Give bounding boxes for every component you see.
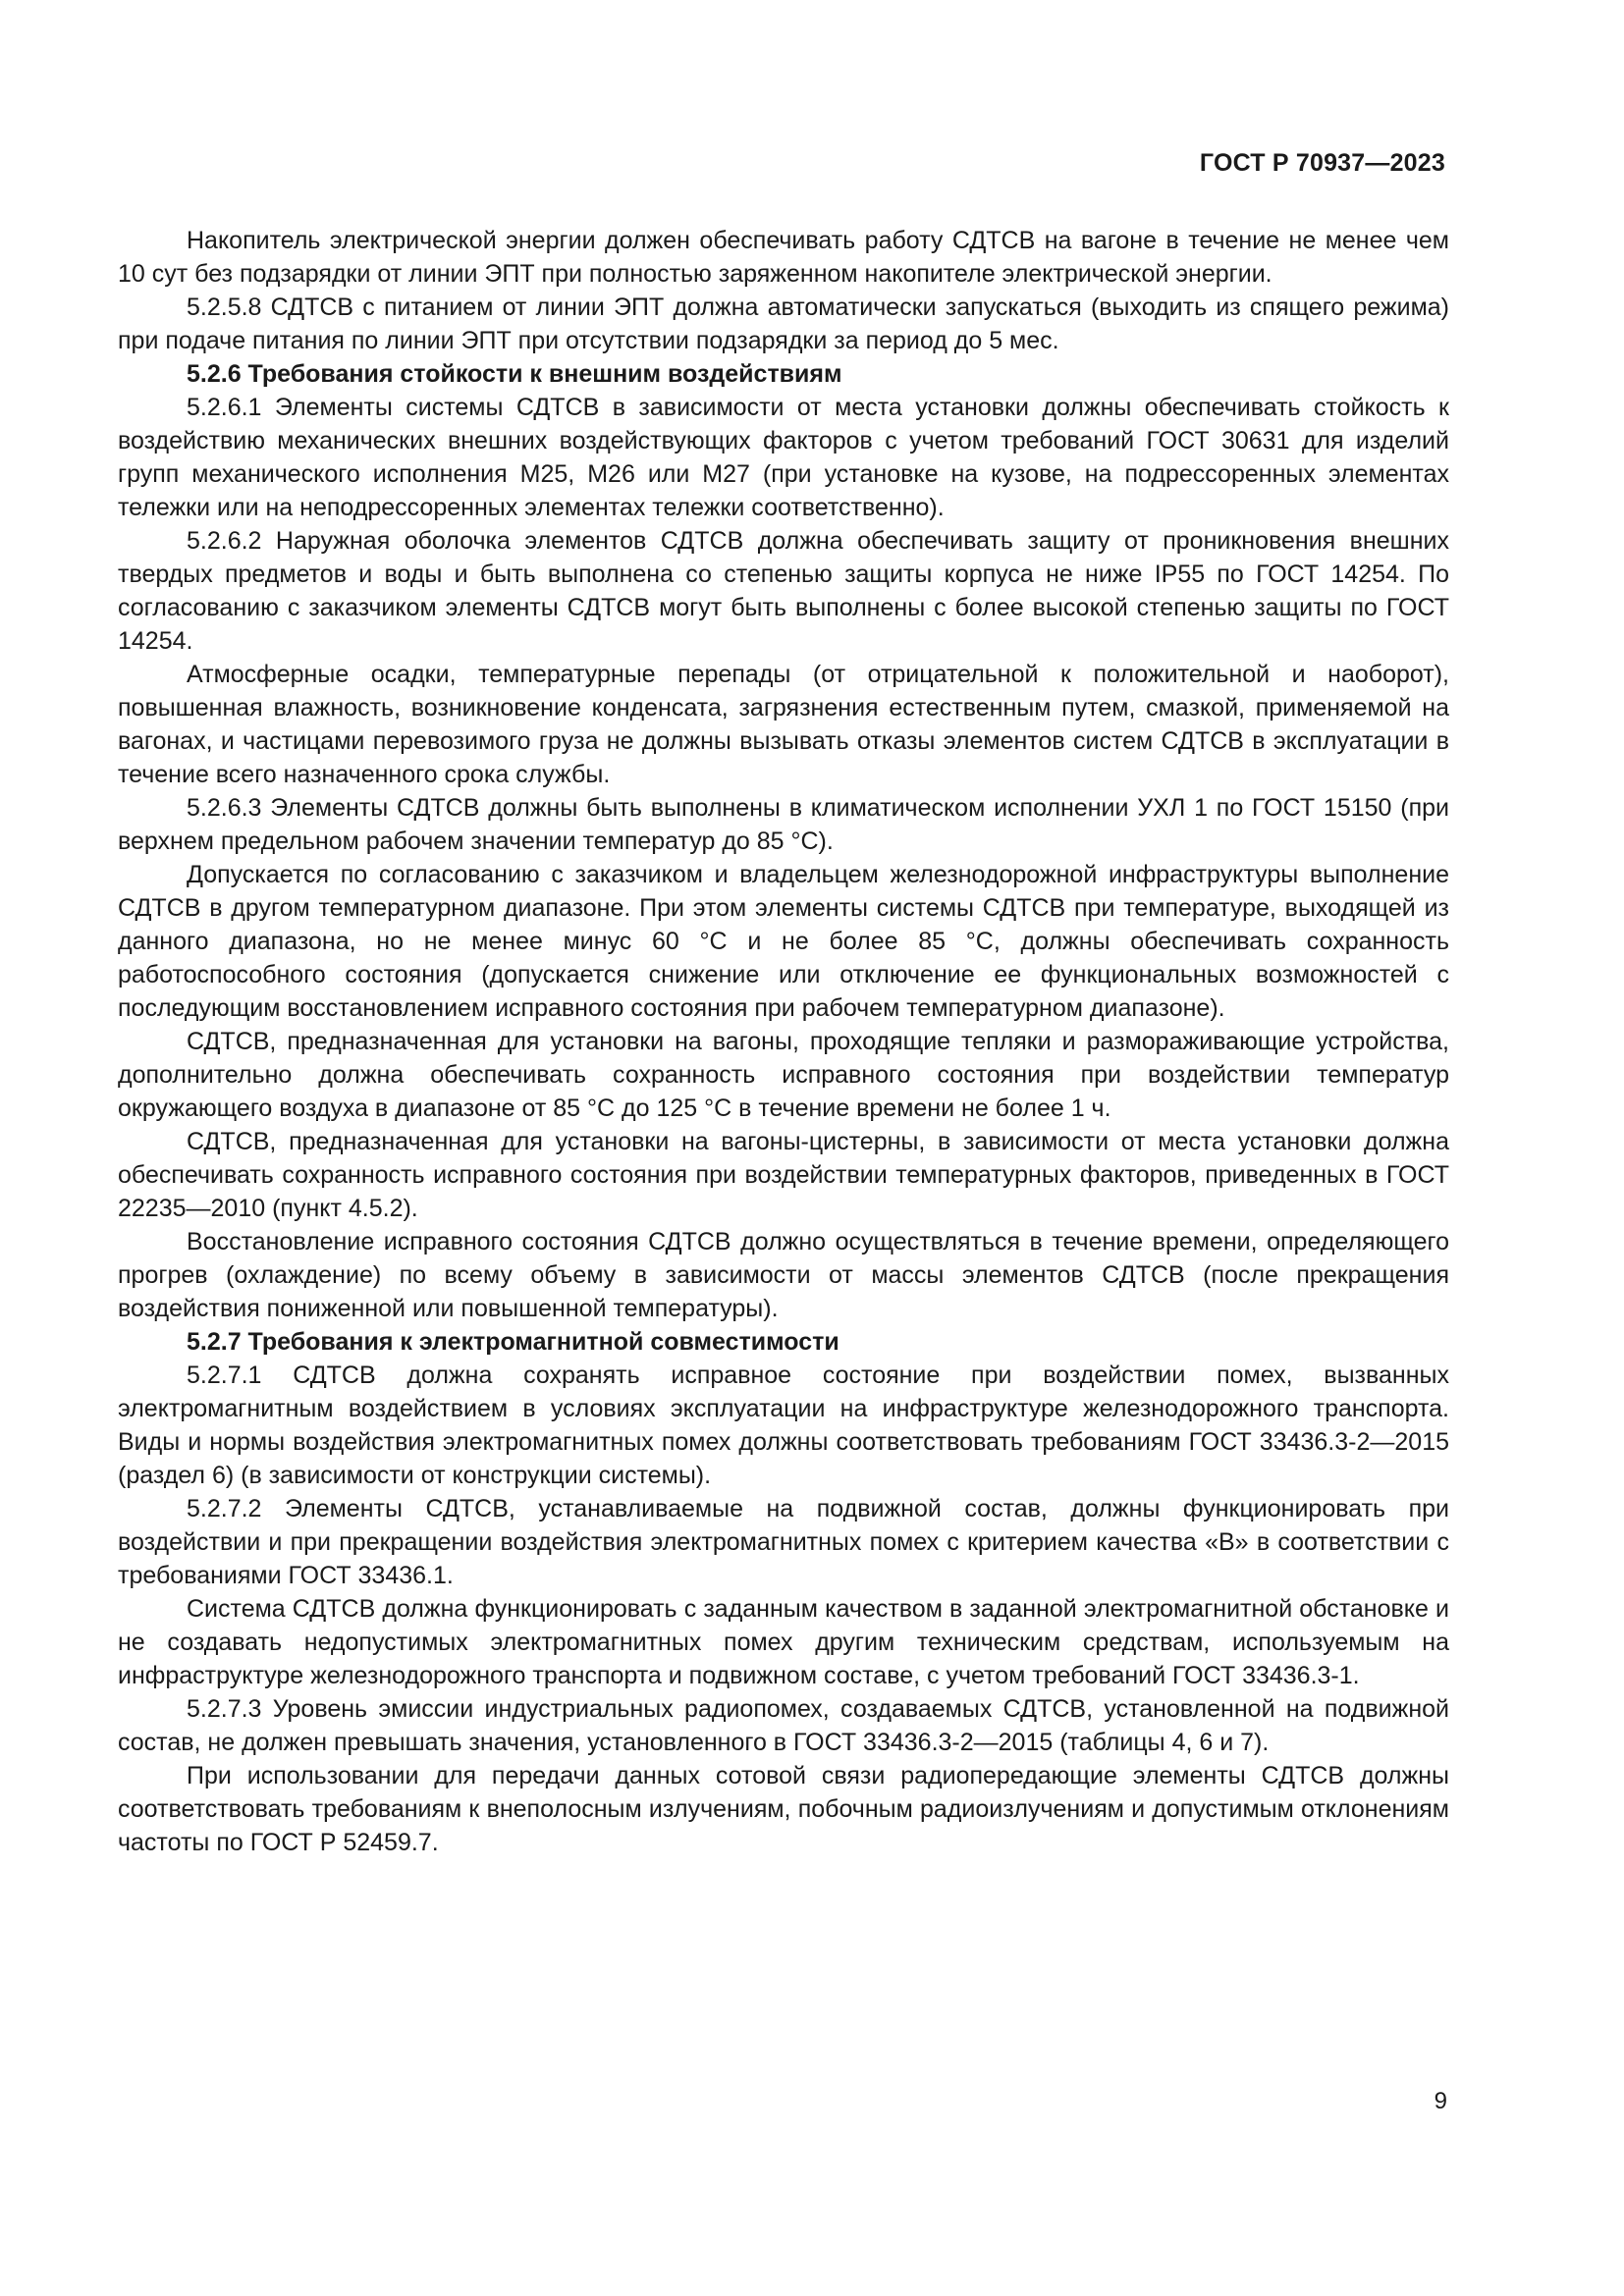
paragraph-tank-cars: СДТСВ, предназначенная для установки на вагоны-цистерны, в зависимости от места установки должна обеспечивать сохранность исправного состояния при воздействии температурных факторов, приведенных в ГОСТ 22235—2010 (пункт 4.5.2). — [118, 1128, 1449, 1222]
section-heading-5-2-7: 5.2.7 Требования к электромагнитной совместимости — [187, 1328, 839, 1356]
paragraph-5-2-6-2: 5.2.6.2 Наружная оболочка элементов СДТСВ должна обеспечивать защиту от проникновения внешних твердых предметов и воды и быть выполнена со степенью защиты корпуса не ниже IP55 по ГОСТ 14254. По согласованию с заказчиком элементы СДТСВ могут быть выполнены с более высокой степенью защиты по ГОСТ 14254. — [118, 527, 1449, 655]
paragraph-atmospheric: Атмосферные осадки, температурные перепады (от отрицательной к положительной и наоборот), повышенная влажность, возникновение конденсата, загрязнения естественным путем, смазкой, применяемой на вагонах, и частицами перевозимого груза не должны вызывать отказы элементов систем СДТСВ в эксплуатации в течение всего назначенного срока службы. — [118, 661, 1449, 788]
document-code-header: ГОСТ Р 70937—2023 — [1199, 149, 1445, 177]
paragraph-energy-storage: Накопитель электрической энергии должен обеспечивать работу СДТСВ на вагоне в течение не менее чем 10 сут без подзарядки от линии ЭПТ при полностью заряженном накопителе электрической энергии. — [118, 227, 1449, 288]
page-number: 9 — [1434, 2088, 1447, 2114]
document-body — [118, 224, 1449, 1859]
paragraph-5-2-7-1: 5.2.7.1 СДТСВ должна сохранять исправное состояние при воздействии помех, вызванных электромагнитным воздействием в условиях эксплуатации на инфраструктуре железнодорожного транспорта. Виды и нормы воздействия электромагнитных помех должны соответствовать требованиям ГОСТ 33436.3-2—2015 (раздел 6) (в зависимости от конструкции системы). — [118, 1362, 1449, 1489]
paragraph-5-2-6-3: 5.2.6.3 Элементы СДТСВ должны быть выполнены в климатическом исполнении УХЛ 1 по ГОСТ 15150 (при верхнем предельном рабочем значении температур до 85 °С). — [118, 794, 1449, 855]
paragraph-recovery: Восстановление исправного состояния СДТСВ должно осуществляться в течение времени, определяющего прогрев (охлаждение) по всему объему в зависимости от массы элементов СДТСВ (после прекращения воздействия пониженной или повышенной температуры). — [118, 1228, 1449, 1322]
paragraph-cellular: При использовании для передачи данных сотовой связи радиопередающие элементы СДТСВ должны соответствовать требованиям к внеполосным излучениям, побочным радиоизлучениям и допустимым отклонениям частоты по ГОСТ Р 52459.7. — [118, 1762, 1449, 1856]
paragraph-5-2-5-8: 5.2.5.8 СДТСВ с питанием от линии ЭПТ должна автоматически запускаться (выходить из спящего режима) при подаче питания по линии ЭПТ при отсутствии подзарядки за период до 5 мес. — [118, 294, 1449, 354]
paragraph-temperature-range: Допускается по согласованию с заказчиком и владельцем железнодорожной инфраструктуры выполнение СДТСВ в другом температурном диапазоне. При этом элементы системы СДТСВ при температуре, выходящей из данного диапазона, но не менее минус 60 °С и не более 85 °С, должны обеспечивать сохранность работоспособного состояния (допускается снижение или отключение ее функциональных возможностей с последующим восстановлением исправного состояния при рабочем температурном диапазоне). — [118, 861, 1449, 1022]
paragraph-thaw-devices: СДТСВ, предназначенная для установки на вагоны, проходящие тепляки и размораживающие устройства, дополнительно должна обеспечивать сохранность исправного состояния при воздействии температур окружающего воздуха в диапазоне от 85 °С до 125 °С в течение времени не более 1 ч. — [118, 1028, 1449, 1122]
paragraph-system-emc: Система СДТСВ должна функционировать с заданным качеством в заданной электромагнитной обстановке и не создавать недопустимых электромагнитных помех другим техническим средствам, используемым на инфраструктуре железнодорожного транспорта и подвижном составе, с учетом требований ГОСТ 33436.3-1. — [118, 1595, 1449, 1689]
paragraph-5-2-7-2: 5.2.7.2 Элементы СДТСВ, устанавливаемые на подвижной состав, должны функционировать при воздействии и при прекращении воздействия электромагнитных помех с критерием качества «В» в соответствии с требованиями ГОСТ 33436.1. — [118, 1495, 1449, 1589]
paragraph-5-2-7-3: 5.2.7.3 Уровень эмиссии индустриальных радиопомех, создаваемых СДТСВ, установленной на подвижной состав, не должен превышать значения, установленного в ГОСТ 33436.3-2—2015 (таблицы 4, 6 и 7). — [118, 1695, 1449, 1756]
section-heading-5-2-6: 5.2.6 Требования стойкости к внешним воздействиям — [187, 360, 842, 388]
paragraph-5-2-6-1: 5.2.6.1 Элементы системы СДТСВ в зависимости от места установки должны обеспечивать стойкость к воздействию механических внешних воздействующих факторов с учетом требований ГОСТ 30631 для изделий групп механического исполнения М25, М26 или М27 (при установке на кузове, на подрессоренных элементах тележки или на неподрессоренных элементах тележки соответственно). — [118, 394, 1449, 521]
